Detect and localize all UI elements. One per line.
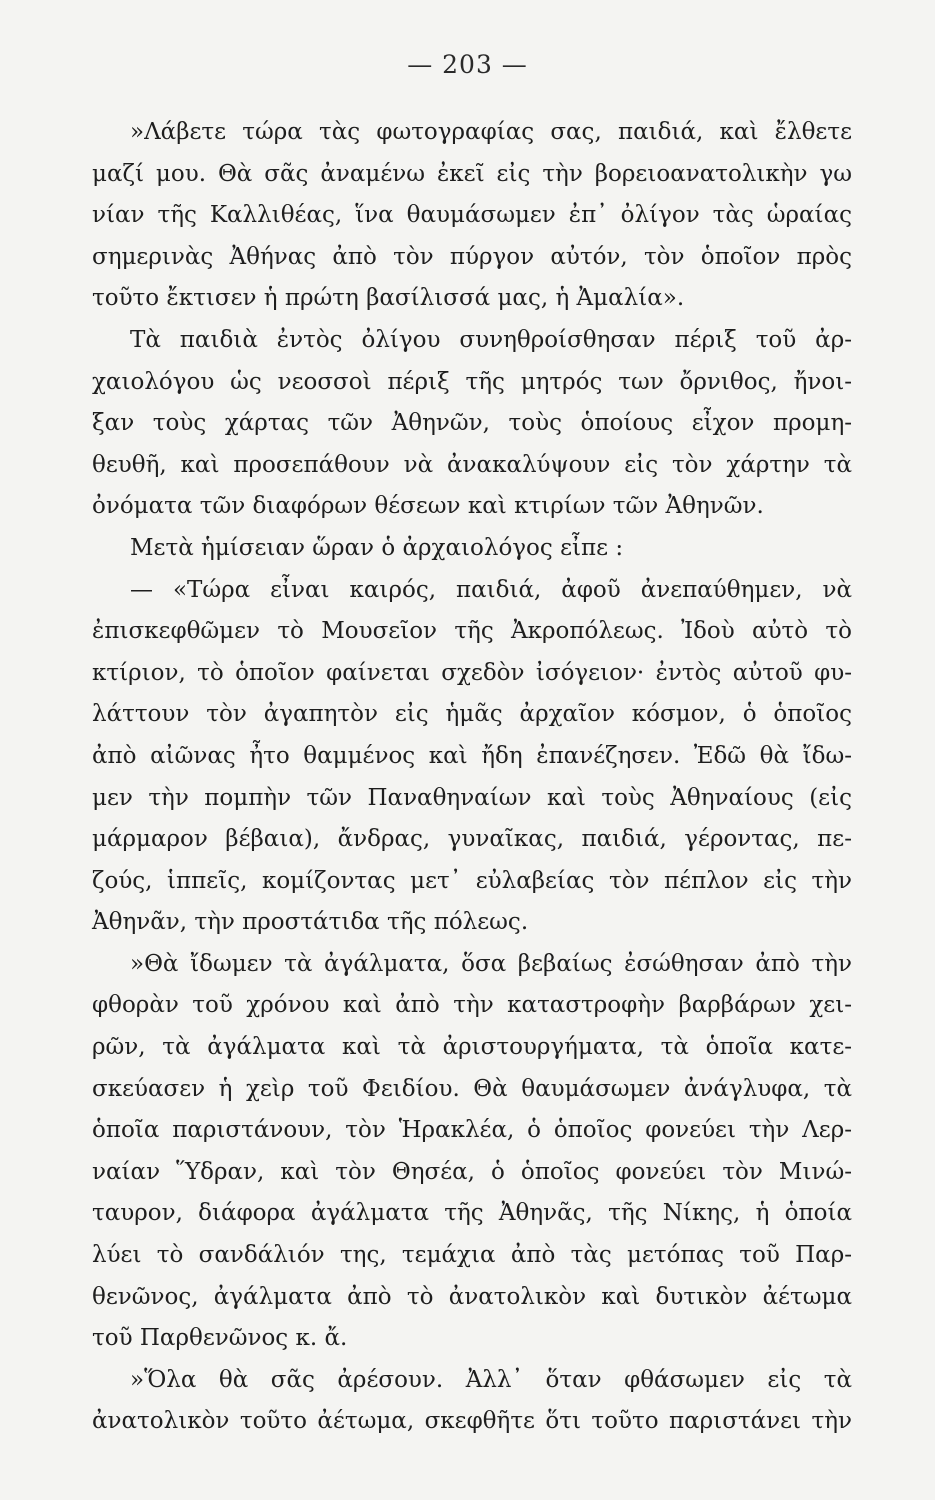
text-line: ταυρον, διάφορα ἀγάλματα τῆς Ἀθηνᾶς, τῆς Νίκης, ἡ ὁποία [92, 1200, 852, 1227]
text-line: »Θὰ ἴδωμεν τὰ ἀγάλματα, ὅσα βεβαίως ἐσώθησαν ἀπὸ τὴν [130, 950, 852, 977]
text-line: τοῦτο ἔκτισεν ἡ πρώτη βασίλισσά μας, ἡ Ἀμαλία». [92, 285, 685, 312]
text-line: — «Τώρα εἶναι καιρός, παιδιά, ἀφοῦ ἀνεπαύθημεν, νὰ [130, 576, 852, 603]
text-line: »Ὅλα θὰ σᾶς ἀρέσουν. Ἀλλ᾽ ὅταν φθάσωμεν εἰς τὰ [130, 1366, 852, 1393]
text-line: νίαν τῆς Καλλιθέας, ἵνα θαυμάσωμεν ἐπ᾽ ὀλίγον τὰς ὡραίας [92, 202, 852, 229]
text-line: ἐπισκεφθῶμεν τὸ Μουσεῖον τῆς Ἀκροπόλεως. Ἰδοὺ αὐτὸ τὸ [92, 618, 852, 645]
text-line: θενῶνος, ἀγάλματα ἀπὸ τὸ ἀνατολικὸν καὶ δυτικὸν ἀέτωμα [92, 1283, 852, 1310]
text-line: μεν τὴν πομπὴν τῶν Παναθηναίων καὶ τοὺς Ἀθηναίους (εἰς [92, 784, 852, 811]
text-line: μαζί μου. Θὰ σᾶς ἀναμένω ἐκεῖ εἰς τὴν βορειοανατολικὴν γω [92, 160, 852, 187]
text-line: ἀπὸ αἰῶνας ἦτο θαμμένος καὶ ἤδη ἐπανέζησεν. Ἐδῶ θὰ ἴδω- [92, 742, 852, 769]
text-line: Μετὰ ἡμίσειαν ὥραν ὁ ἀρχαιολόγος εἶπε : [130, 534, 624, 561]
text-line: »Λάβετε τώρα τὰς φωτογραφίας σας, παιδιά, καὶ ἔλθετε [130, 119, 852, 145]
text-line: ξαν τοὺς χάρτας τῶν Ἀθηνῶν, τοὺς ὁποίους εἶχον προμη- [92, 410, 852, 437]
text-line: ζούς, ἱππεῖς, κομίζοντας μετ᾽ εὐλαβείας τὸν πέπλον εἰς τὴν [92, 867, 852, 894]
text-line: θευθῆ, καὶ προσεπάθουν νὰ ἀνακαλύψουν εἰς τὸν χάρτην τὰ [92, 451, 852, 478]
text-line: ὁποῖα παριστάνουν, τὸν Ἡρακλέα, ὁ ὁποῖος φονεύει τὴν Λερ- [92, 1117, 852, 1144]
text-line: ἀνατολικὸν τοῦτο ἀέτωμα, σκεφθῆτε ὅτι τοῦτο παριστάνει τὴν [92, 1408, 852, 1435]
text-line: ὀνόματα τῶν διαφόρων θέσεων καὶ κτιρίων τῶν Ἀθηνῶν. [92, 493, 764, 520]
text-line: φθορὰν τοῦ χρόνου καὶ ἀπὸ τὴν καταστροφὴν βαρβάρων χει- [92, 992, 852, 1019]
text-line: χαιολόγου ὡς νεοσσοὶ πέριξ τῆς μητρός των ὄρνιθος, ἤνοι- [92, 368, 852, 395]
text-line: ναίαν Ὕδραν, καὶ τὸν Θησέα, ὁ ὁποῖος φονεύει τὸν Μινώ- [92, 1158, 852, 1185]
text-line: Ἀθηνᾶν, τὴν προστάτιδα τῆς πόλεως. [92, 909, 529, 936]
body-text [92, 112, 852, 1443]
text-line: λύει τὸ σανδάλιόν της, τεμάχια ἀπὸ τὰς μετόπας τοῦ Παρ- [92, 1242, 852, 1269]
text-line: ρῶν, τὰ ἀγάλματα καὶ τὰ ἀριστουργήματα, τὰ ὁποῖα κατε- [92, 1034, 852, 1061]
page-number: — 203 — [407, 50, 528, 79]
text-line: μάρμαρον βέβαια), ἄνδρας, γυναῖκας, παιδιά, γέροντας, πε- [92, 826, 852, 853]
text-line: Τὰ παιδιὰ ἐντὸς ὀλίγου συνηθροίσθησαν πέριξ τοῦ ἀρ- [130, 326, 852, 353]
text-line: τοῦ Παρθενῶνος κ. ἄ. [92, 1325, 348, 1352]
text-line: σκεύασεν ἡ χεὶρ τοῦ Φειδίου. Θὰ θαυμάσωμεν ἀνάγλυφα, τὰ [92, 1075, 852, 1102]
text-line: σημερινὰς Ἀθήνας ἀπὸ τὸν πύργον αὐτόν, τὸν ὁποῖον πρὸς [92, 243, 852, 270]
text-line: λάττουν τὸν ἀγαπητὸν εἰς ἡμᾶς ἀρχαῖον κόσμον, ὁ ὁποῖος [92, 701, 852, 728]
text-line: κτίριον, τὸ ὁποῖον φαίνεται σχεδὸν ἰσόγειον· ἐντὸς αὐτοῦ φυ- [92, 659, 852, 686]
